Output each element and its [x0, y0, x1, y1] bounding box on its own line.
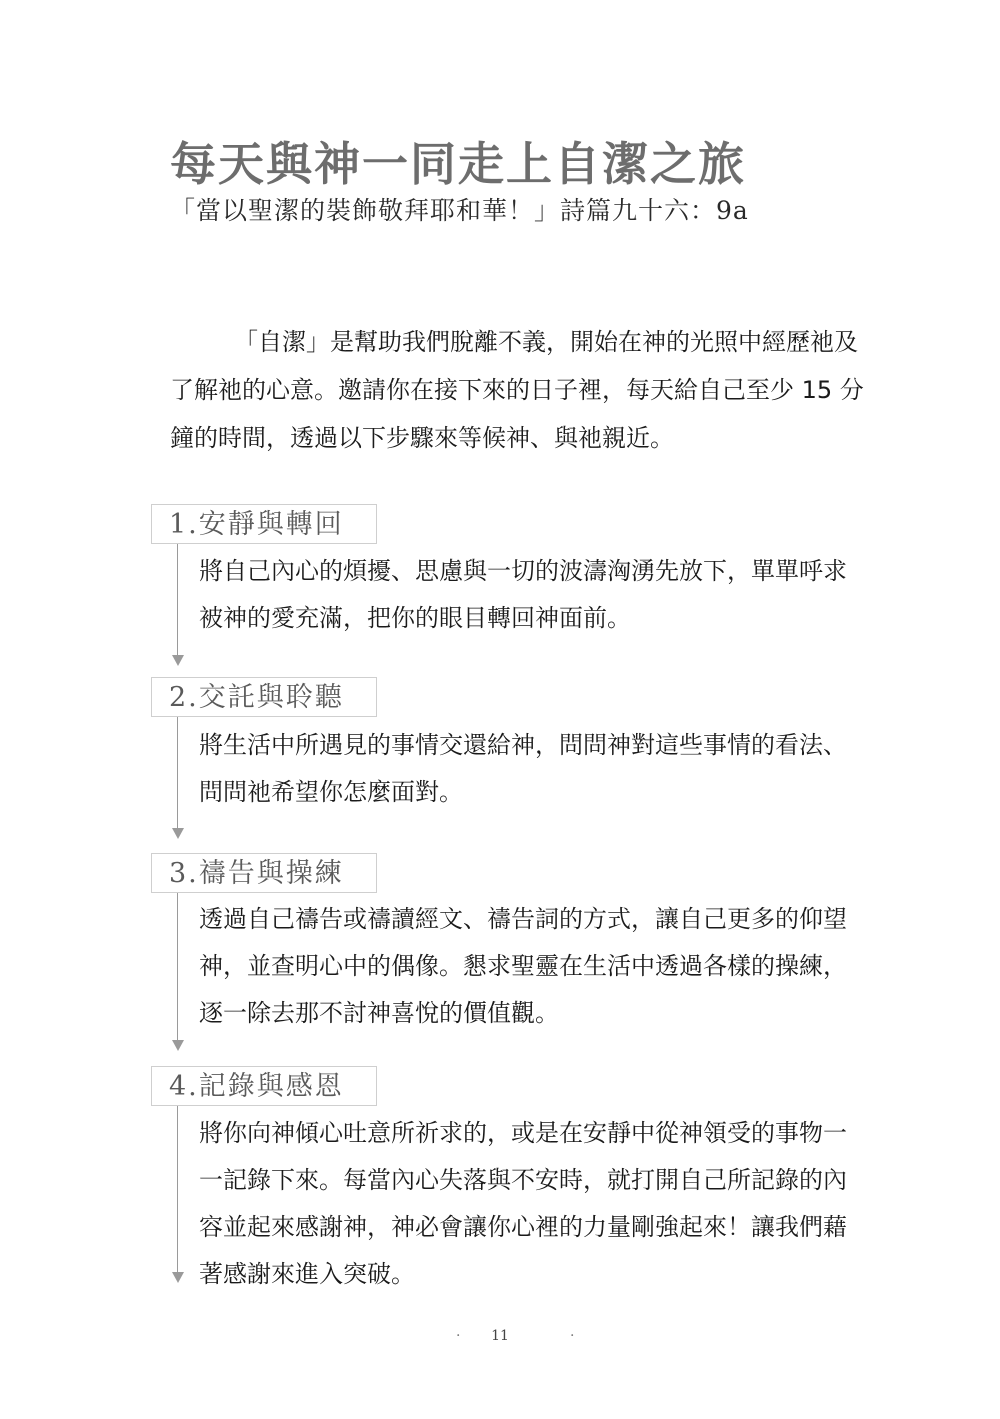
step-4-text: 將你向神傾心吐意所祈求的，或是在安靜中從神領受的事物一一記錄下來。每當內心失落與不安時，就打開自己所記錄的內容並起來感謝神，神必會讓你心裡的力量剛強起來！讓我們藉著感謝來進入突破。 [199, 1119, 847, 1288]
intro-paragraph: 「自潔」是幫助我們脫離不義，開始在神的光照中經歷祂及了解祂的心意。邀請你在接下來的日子裡，每天給自己至少 15 分鐘的時間，透過以下步驟來等候神、與祂親近。 [170, 328, 864, 452]
step-2-label: 2.交託與聆聽 [151, 677, 377, 717]
step-2-text: 將生活中所遇見的事情交還給神，問問神對這些事情的看法、問問祂希望你怎麼面對。 [199, 731, 847, 806]
arrow-down-icon [172, 655, 184, 666]
step-2-connector [177, 717, 178, 829]
step-3-text: 透過自己禱告或禱讀經文、禱告詞的方式，讓自己更多的仰望神，並查明心中的偶像。懇求聖靈在生活中透過各樣的操練，逐一除去那不討神喜悅的價值觀。 [199, 905, 847, 1027]
step-4-connector [177, 1106, 178, 1272]
page-number: 11 [491, 1328, 509, 1344]
page-title: 每天與神一同走上自潔之旅 [170, 137, 746, 191]
scripture-subtitle: 「當以聖潔的裝飾敬拜耶和華！」詩篇九十六：9a [170, 196, 749, 225]
footer-dot-left: · [456, 1328, 461, 1344]
arrow-down-icon [172, 1040, 184, 1051]
step-3-connector [177, 893, 178, 1041]
step-4-label: 4.記錄與感恩 [151, 1066, 377, 1106]
arrow-down-icon [172, 1272, 184, 1283]
page-footer [0, 1328, 1000, 1344]
footer-dot-right: · [570, 1328, 575, 1344]
step-3-label: 3.禱告與操練 [151, 853, 377, 893]
step-1-connector [177, 544, 178, 656]
step-1-text: 將自己內心的煩擾、思慮與一切的波濤洶湧先放下，單單呼求被神的愛充滿，把你的眼目轉回神面前。 [199, 557, 847, 632]
arrow-down-icon [172, 828, 184, 839]
step-1-label: 1.安靜與轉回 [151, 504, 377, 544]
